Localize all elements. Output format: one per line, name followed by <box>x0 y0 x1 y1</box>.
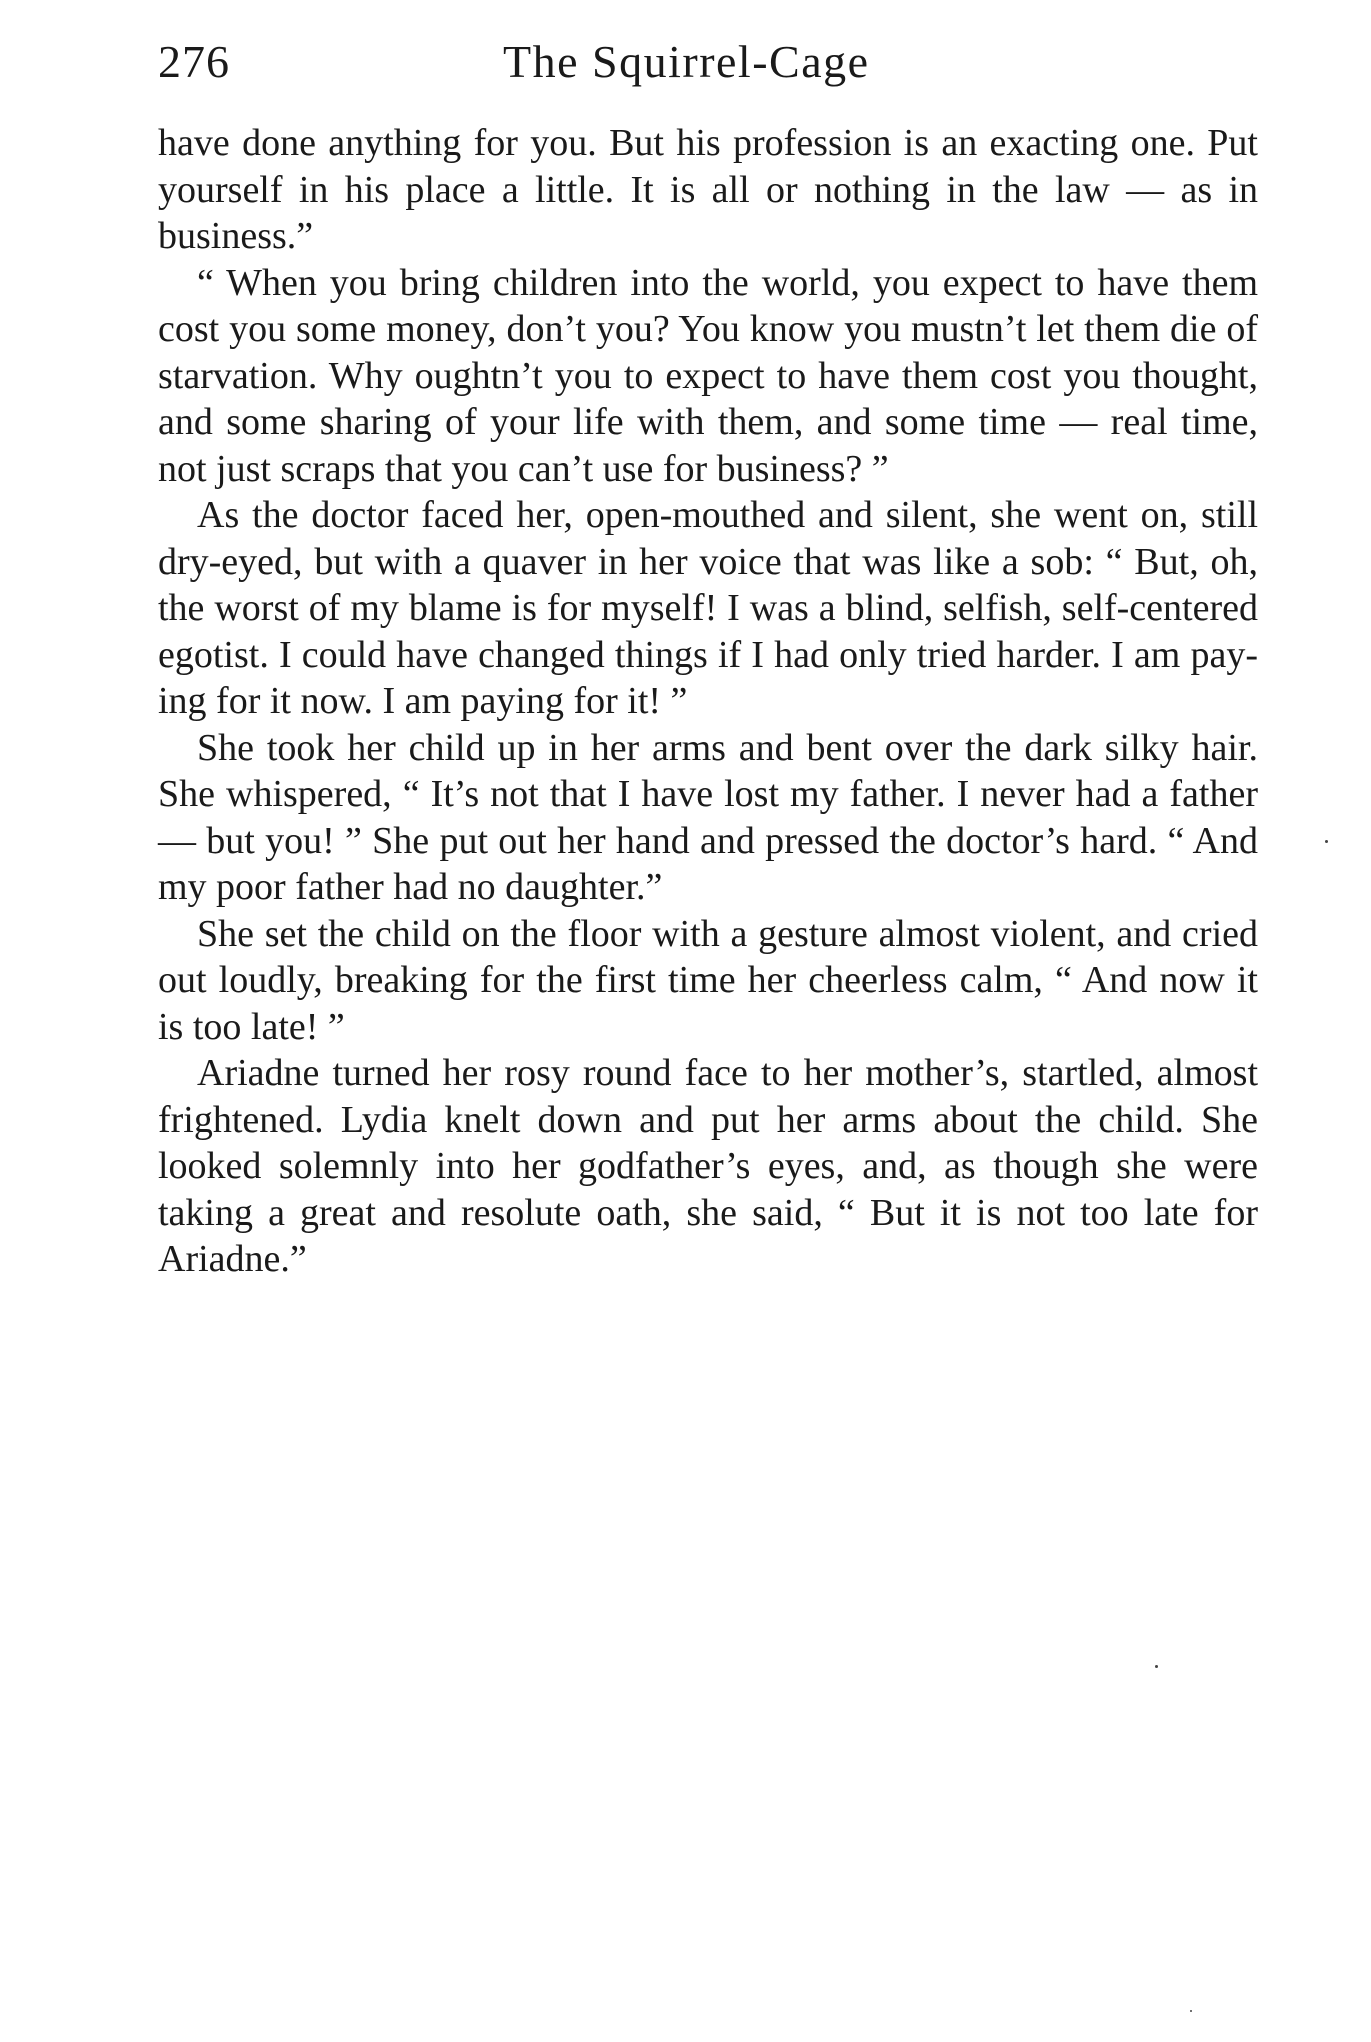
paper-speck <box>1325 840 1328 843</box>
paragraph-5: She set the child on the floor with a gesture almost violent, and cried out loudly, breaking for the first time her cheerless calm, “ And now it is too late! ” <box>158 912 1258 1048</box>
running-head <box>158 32 1258 92</box>
running-title: The Squirrel-Cage <box>503 36 870 87</box>
paragraph-3: As the doctor faced her, open-mouthed and silent, she went on, still dry-eyed, but with a quaver in her voice that was like a sob: “ But, oh, the worst of my blame is for myself! I was a blind, selfish, self-centered egotist. I could have changed things if I had only tried harder. I am paying for it now. I am paying for it! ” <box>158 494 1258 722</box>
paragraph-4: She took her child up in her arms and bent over the dark silky hair. She whispered, “ It’s not that I have lost my father. I never had a father — but you! ” She put out her hand and pressed the doctor’s hard. “ And my poor father had no daughter.” <box>158 726 1258 908</box>
page-number: 276 <box>158 36 230 87</box>
paper-speck <box>1190 2010 1192 2012</box>
paper-speck <box>1155 1665 1158 1668</box>
paragraph-1: have done anything for you. But his profession is an exacting one. Put yourself in his place a little. It is all or nothing in the law — as in business.” <box>158 122 1258 257</box>
paragraph-6: Ariadne turned her rosy round face to her mother’s, startled, almost frightened. Lydia knelt down and put her arms about the child. She looked solemnly into her godfather’s eyes, and, as though she were taking a great and resolute oath, she said, “ But it is not too late for Ariadne.” <box>158 1052 1258 1280</box>
paragraph-2: “ When you bring children into the world, you expect to have them cost you some money, don’t you? You know you mustn’t let them die of starvation. Why oughtn’t you to expect to have them cost you thought, and some sharing of your life with them, and some time — real time, not just scraps that you can’t use for business? ” <box>158 261 1258 490</box>
body-text <box>158 120 1258 1283</box>
